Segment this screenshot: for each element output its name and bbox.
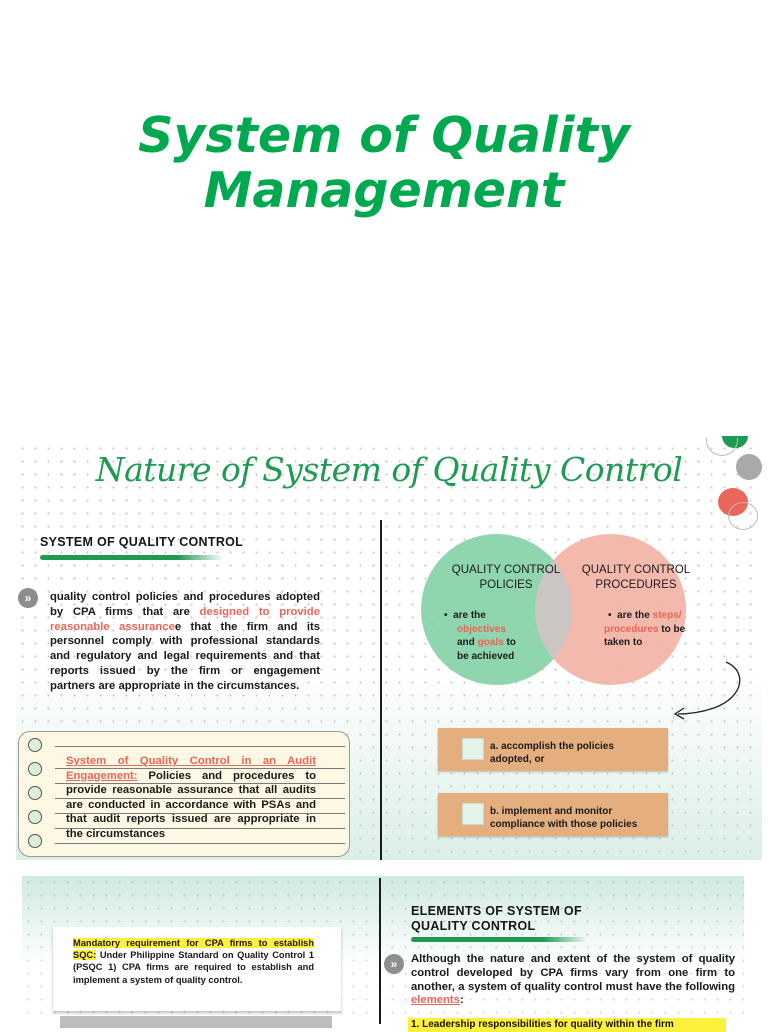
elements-heading: ELEMENTS OF SYSTEM OF QUALITY CONTROL (411, 904, 582, 933)
slide-nature-of-sqc (16, 442, 762, 860)
checkbox-icon (462, 803, 484, 825)
deco-circle-outline-2 (728, 502, 758, 530)
procedures-heading: QUALITY CONTROL PROCEDURES (581, 564, 691, 591)
notebook-card (18, 731, 350, 857)
notebook-ring (28, 810, 42, 824)
option-a-text: a. accomplish the policies adopted, or (490, 741, 614, 765)
slide-title: Nature of System of Quality Control (95, 450, 683, 489)
mandatory-requirement-text: Mandatory requirement for CPA firms to establish SQC: Under Philippine Standard on Quality Control 1 (PSQC 1) CPA firms are required to establish and implement a system of quality control. (73, 938, 314, 985)
checkbox-icon (462, 738, 484, 760)
heading-underline (411, 937, 587, 942)
option-a-box (438, 728, 668, 771)
deco-circle-gray (736, 454, 762, 480)
notebook-ring (28, 738, 42, 752)
procedures-description: • are the steps/ procedures to be taken to (604, 610, 686, 648)
sqc-definition: quality control policies and procedures adopted by CPA firms that are designed to provide reasonable assurancee that the firm and its personnel comply with professional standards and regulatory and legal requirements and that reports issued by the firm or engagement partners are appropriate in the circumstances. (50, 591, 320, 692)
option-b-box (438, 793, 668, 836)
policies-heading: QUALITY CONTROL POLICIES (451, 564, 561, 591)
double-chevron-icon: » (384, 954, 404, 974)
page-title: System of Quality Management (138, 107, 630, 219)
column-divider (379, 878, 381, 1024)
double-chevron-icon: » (18, 588, 38, 608)
notebook-ring (28, 786, 42, 800)
section-heading: SYSTEM OF QUALITY CONTROL (40, 535, 244, 549)
curved-arrow-icon (668, 656, 748, 720)
paper-card-shadow (60, 1016, 332, 1028)
notebook-ring (28, 834, 42, 848)
slide-elements-of-sqc (22, 876, 744, 1030)
audit-engagement-note: System of Quality Control in an Audit Engagement: Policies and procedures to provide reasonable assurance that all audits are conducted in accordance with PSAs and that audit reports issued are appropriate in the circumstances (66, 755, 316, 840)
option-b-text: b. implement and monitor compliance with those policies (490, 806, 638, 830)
policies-description: • are the objectives and goals to be achieved (444, 610, 516, 662)
first-element-item: 1. Leadership responsibilities for quality within the firm (408, 1018, 726, 1032)
elements-intro: Although the nature and extent of the system of quality control developed by CPA firms vary from one firm to another, a system of quality control must have the following elements: (411, 953, 735, 1007)
notebook-ring (28, 762, 42, 776)
heading-underline (40, 555, 224, 560)
column-divider (380, 520, 382, 860)
paper-card (53, 927, 341, 1011)
